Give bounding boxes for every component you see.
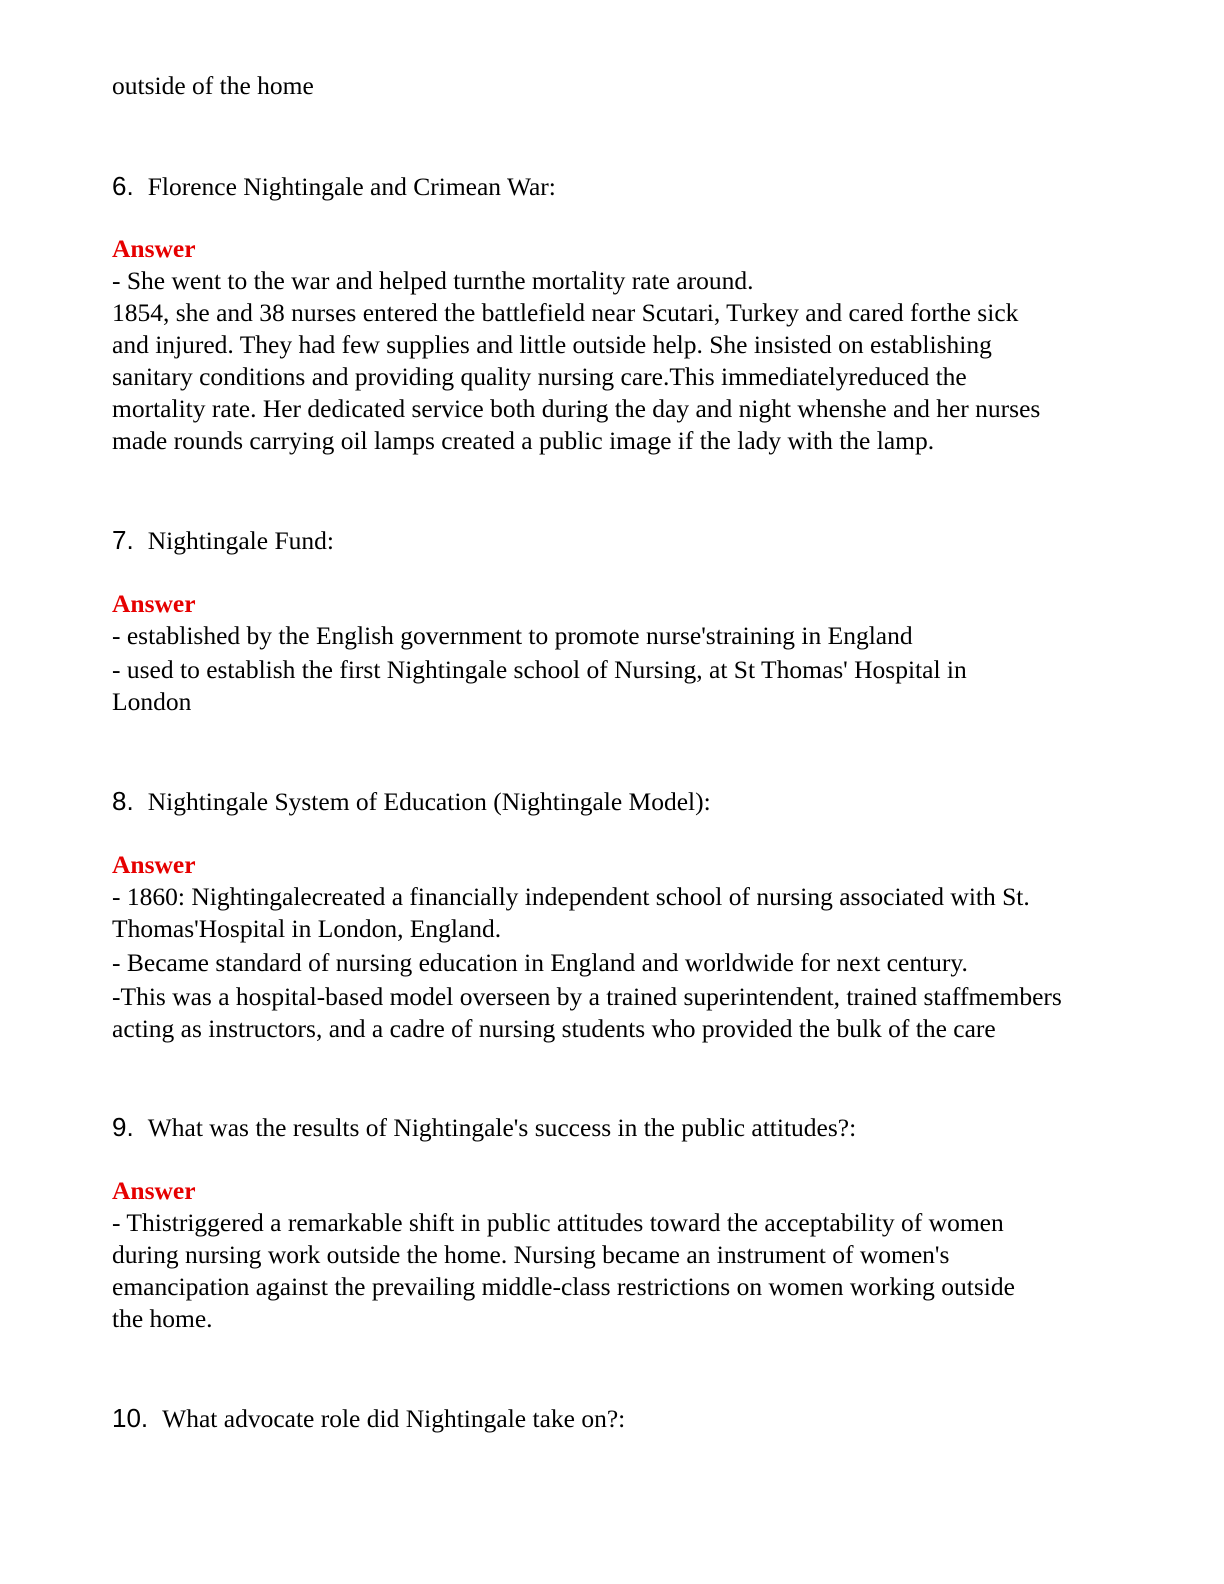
answer-label: Answer bbox=[112, 589, 196, 618]
question-number: 6. bbox=[112, 171, 134, 201]
answer-line: mortality rate. Her dedicated service both during the day and night whenshe and her nurses bbox=[112, 394, 1041, 423]
question-title: What advocate role did Nightingale take on?: bbox=[162, 1404, 626, 1433]
question-9 bbox=[112, 1111, 1122, 1335]
answer-label: Answer bbox=[112, 1176, 196, 1205]
answer-line: emancipation against the prevailing middle-class restrictions on women working outside bbox=[112, 1272, 1015, 1301]
question-number: 9. bbox=[112, 1112, 134, 1142]
answer-line: - 1860: Nightingalecreated a financially independent school of nursing associated with St. bbox=[112, 882, 1030, 911]
question-heading bbox=[112, 785, 1122, 818]
question-heading bbox=[112, 1402, 1122, 1435]
question-heading bbox=[112, 170, 1122, 203]
question-heading bbox=[112, 524, 1122, 557]
question-title: Florence Nightingale and Crimean War: bbox=[147, 172, 556, 201]
question-title: Nightingale System of Education (Nightingale Model): bbox=[147, 787, 711, 816]
question-10 bbox=[112, 1402, 1122, 1435]
intro-continuation bbox=[112, 70, 1122, 102]
question-title: What was the results of Nightingale's success in the public attitudes?: bbox=[147, 1113, 857, 1142]
answer-label: Answer bbox=[112, 234, 196, 263]
question-title: Nightingale Fund: bbox=[147, 526, 334, 555]
answer-line: 1854, she and 38 nurses entered the battlefield near Scutari, Turkey and cared forthe sick bbox=[112, 298, 1019, 327]
answer-line: - Became standard of nursing education in England and worldwide for next century. bbox=[112, 948, 968, 977]
question-7 bbox=[112, 524, 1122, 718]
answer-line: Thomas'Hospital in London, England. bbox=[112, 914, 502, 943]
question-number: 10. bbox=[112, 1403, 149, 1433]
answer-label: Answer bbox=[112, 850, 196, 879]
answer-line: during nursing work outside the home. Nursing became an instrument of women's bbox=[112, 1240, 950, 1269]
answer-line: - used to establish the first Nightingale school of Nursing, at St Thomas' Hospital in bbox=[112, 655, 967, 684]
answer-line: - Thistriggered a remarkable shift in public attitudes toward the acceptability of women bbox=[112, 1208, 1004, 1237]
answer-line: London bbox=[112, 687, 192, 716]
answer-line: acting as instructors, and a cadre of nursing students who provided the bulk of the care bbox=[112, 1014, 996, 1043]
answer-line: and injured. They had few supplies and little outside help. She insisted on establishing bbox=[112, 330, 992, 359]
question-6 bbox=[112, 170, 1122, 457]
intro-text: outside of the home bbox=[112, 71, 314, 100]
answer-line: the home. bbox=[112, 1304, 213, 1333]
question-8 bbox=[112, 785, 1122, 1045]
answer-line: - She went to the war and helped turnthe mortality rate around. bbox=[112, 266, 754, 295]
question-heading bbox=[112, 1111, 1122, 1144]
question-number: 8. bbox=[112, 786, 134, 816]
answer-line: sanitary conditions and providing quality nursing care.This immediatelyreduced the bbox=[112, 362, 967, 391]
question-number: 7. bbox=[112, 525, 134, 555]
answer-line: made rounds carrying oil lamps created a public image if the lady with the lamp. bbox=[112, 426, 935, 455]
answer-line: - established by the English government to promote nurse'straining in England bbox=[112, 621, 913, 650]
answer-line: -This was a hospital-based model overseen by a trained superintendent, trained staffmembers bbox=[112, 982, 1062, 1011]
